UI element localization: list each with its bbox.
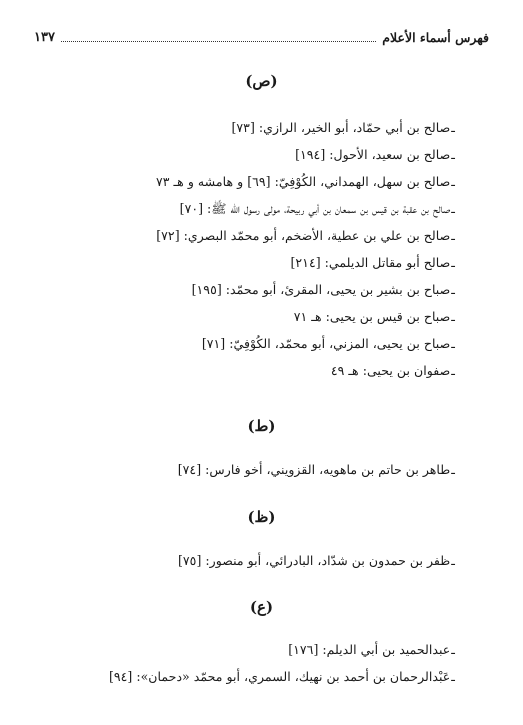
index-entry: ـصباح بن يحيى، المزني، أبو محمّد، الكُوْفِيّ: [٧١] [201,336,455,351]
index-entry: ـطاهر بن حاتم بن ماهويه، القزويني، أخو فارس: [٧٤] [177,462,455,477]
page-number: ١٣٧ [34,29,55,45]
section-heading-ain: (ع) [249,598,274,616]
index-entry: ـصباح بن قيس بن يحيى: هـ ٧١ [293,309,455,324]
index-entry: ـصالح بن سعيد، الأحول: [١٩٤] [295,147,455,162]
index-entry: ـصفوان بن يحيى: هـ ٤٩ [330,363,455,378]
index-entry: ـصباح بن بشير بن يحيى، المقرئ، أبو محمّد: [١٩٥] [191,282,455,297]
header-leader-dots [61,41,376,42]
section-za-entries [30,547,455,574]
section-heading-za: (ظ) [247,508,276,526]
index-entry: ـعبدالحميد بن أبي الديلم: [١٧٦] [288,642,455,657]
index-entry: ـعَبْدالرحمان بن أحمد بن نهيك، السمري، أبو محمّد «دحمان»: [٩٤] [108,669,455,684]
section-ain-entries [30,636,455,690]
running-header [34,26,489,48]
index-entry: ـظفر بن حمدون بن شدّاد، البادرائي، أبو منصور: [٧٥] [178,553,455,568]
index-entry: ـصالح أبو مقاتل الديلمي: [٢١٤] [290,255,455,270]
header-title: فهرس أسماء الأعلام [382,29,489,45]
section-ta-entries [30,456,455,483]
section-heading-ta: (ط) [247,417,276,435]
section-sad-entries [30,114,455,384]
section-heading-sad: (ص) [245,72,278,90]
index-entry: ـصالح بن سهل، الهمداني، الكُوْفِيّ: [٦٩] و هامشه و هـ ٧٣ [155,174,455,189]
index-entry: ـصالح بن عقبة بن قيس بن سمعان بن أبي ربيحة، مولى رسول الله ﷺ: [٧٠] [179,201,455,216]
index-entry: ـصالح بن أبي حمّاد، أبو الخير، الرازي: [٧٣] [231,120,455,135]
index-entry: ـصالح بن علي بن عطية، الأضخم، أبو محمّد البصري: [٧٢] [156,228,455,243]
